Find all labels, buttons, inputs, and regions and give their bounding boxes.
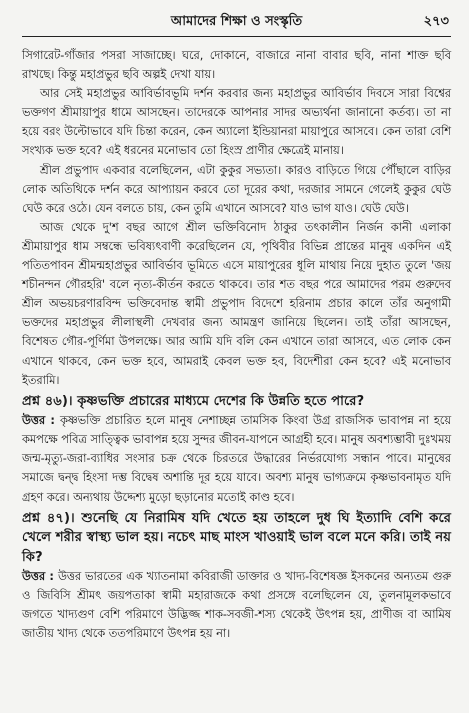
answer-47 xyxy=(22,567,451,643)
paragraph-1: সিগারেট-গাঁজার পসরা সাজাচ্ছে। ঘরে, দোকানে, বাজারে নানা বাবার ছবি, নানা শাক্ত ছবি রাখছে। কিন্তু মহাপ্রভুর ছবি অল্পই দেখা যায়। xyxy=(22,49,451,82)
answer-47-text: উত্তর ভারতের এক খ্যাতনামা কবিরাজী ডাক্তার ও খাদ্য-বিশেষজ্ঞ ইসকনের অন্যতম গুরু ও জিবিসি শ্রীমৎ জয়পতাকা স্বামী মহারাজকে কথা প্রসঙ্গে বলেছিলেন যে, তুলনামূলকভাবে জগতে খাদ্যগুণ বেশি পরিমাণে উদ্ভিজ্জ শাক-সবজী-শস্য থেকেই উৎপন্ন হয়, প্রাণীজ বা আমিষ জাতীয় খাদ্য থেকে ততপরিমাণে উৎপন্ন হয় না। xyxy=(22,570,451,641)
header-title: আমাদের শিক্ষা ও সংস্কৃতি xyxy=(170,14,303,29)
paragraph-3: শ্রীল প্রভুপাদ একবার বলেছিলেন, এটা কুকুর সভ্যতা। কারও বাড়িতে গিয়ে পৌঁছালে বাড়ির লোক অতিথিকে দর্শন করে আপ্যায়ন করবে তো দূরের কথা, দরজার সামনে গেলেই কুকুর ঘেউ ঘেউ করে ওঠে। যেন বলতে চায়, কেন তুমি এখানে আসবে? যাও ভাগ যাও। ঘেউ ঘেউ। xyxy=(22,163,451,215)
page-body xyxy=(22,46,451,644)
paragraph-4: আজ থেকে দু'শ বছর আগে শ্রীল ভক্তিবিনোদ ঠাকুর তৎকালীন নির্জন কানী এলাকা শ্রীমায়াপুর ধাম সম্বন্ধে ভবিষ্যৎবাণী করেছিলেন যে, পৃথিবীর বিভিন্ন প্রান্তের মানুষ একদিন এই পতিতপাবন শ্রীমন্মহাপ্রভুর আবির্ভাব ভূমিতে এসে মায়াপুরের ধূলি মাথায় নিয়ে দুহাত তুলে 'জয় শচীনন্দন গৌরহরি' বলে নৃত্য-কীর্তন করতে থাকবে। তার শত বছর পরে আমাদের পরম গুরুদেব শ্রীল অভয়চরণারবিন্দ ভক্তিবেদান্ত স্বামী প্রভুপাদ বিদেশে হরিনাম প্রচার কালে তাঁর অনুগামী ভক্তদের মহাপ্রভুর লীলাস্থলী দেখবার জন্য আমন্ত্রণ জানিয়ে ছিলেন। তাই তাঁরা আসছেন, বিশেষত গৌর-পূর্ণিমা উপলক্ষে। আর আমি যদি বলি কেন এখানে তারা আসবে, এত লোক কেন এখানে থাকবে, কেন ভক্ত হবে, আমরাই কেবল ভক্ত হব, বিদেশীরা কেন হবে? এই মনোভাব ইতরামি। xyxy=(22,220,451,387)
running-header xyxy=(22,8,451,37)
page-number: ২৭৩ xyxy=(423,14,449,29)
question-47: প্রশ্ন ৪৭)। শুনেছি যে নিরামিষ যদি খেতে হয় তাহলে দুধ ঘি ইত্যাদি বেশি করে খেলে শরীর স্বাস্থ্য ভাল হয়। নচেৎ মাছ মাংস খাওয়াই ভাল বলে মনে করি। তাই নয় কি? xyxy=(22,510,451,565)
answer-46 xyxy=(22,411,451,506)
answer-47-label: উত্তর : xyxy=(22,570,54,584)
paragraph-2: আর সেই মহাপ্রভুর আবির্ভাবভূমি দর্শন করবার জন্য মহাপ্রভুর আবির্ভাব দিবসে সারা বিশ্বের ভক্তগণ শ্রীমায়াপুর ধামে আসছেন। তাদেরকে আপনার সাদর অভ্যর্থনা জানানো কর্তব্য। তা না হয়ে বরং উল্টোভাবে যদি চিন্তা করেন, কেন অ্যালো ইন্ডিয়ানরা মায়াপুরে আসবে। কেন তারা বেশি সংখ্যক ভক্ত হবে? এই ধরনের মনোভাব তো হিংস্র প্রাণীর ক্ষেত্রেই মানায়। xyxy=(22,87,451,158)
question-46: প্রশ্ন ৪৬)। কৃষ্ণভক্তি প্রচারের মাধ্যমে দেশের কি উন্নতি হতে পারে? xyxy=(22,393,365,409)
answer-46-text: কৃষ্ণভক্তি প্রচারিত হলে মানুষ নেশাচ্ছন্ন তামসিক কিংবা উগ্র রাজসিক ভাবাপন্ন না হয়ে কমপক্ষে পবিত্র সাত্ত্বিক ভাবাপন্ন হয়ে সুন্দর জীবন-যাপনে আগ্রহী হবে। মানুষ অবশ্যম্ভাবী দুঃখময় জন্ম-মৃত্যু-জরা-ব্যাধির সংসার চক্র থেকে চিরতরে উদ্ধারের নির্ভরযোগ্য সন্ধান পাবে। মানুষের সমাজে দ্বন্দ্ব হিংসা দম্ভ বিদ্বেষ অশান্তি দূর হয়ে যাবে। অবশ্য মানুষ ভাগ্যক্রমে কৃষ্ণভাবনামৃত যদি গ্রহণ করে। অন্যথায় উদ্দেশ্য মুড়ো ছড়ানোর মতোই কাণ্ড হবে। xyxy=(22,414,451,504)
answer-46-label: উত্তর : xyxy=(22,414,55,428)
